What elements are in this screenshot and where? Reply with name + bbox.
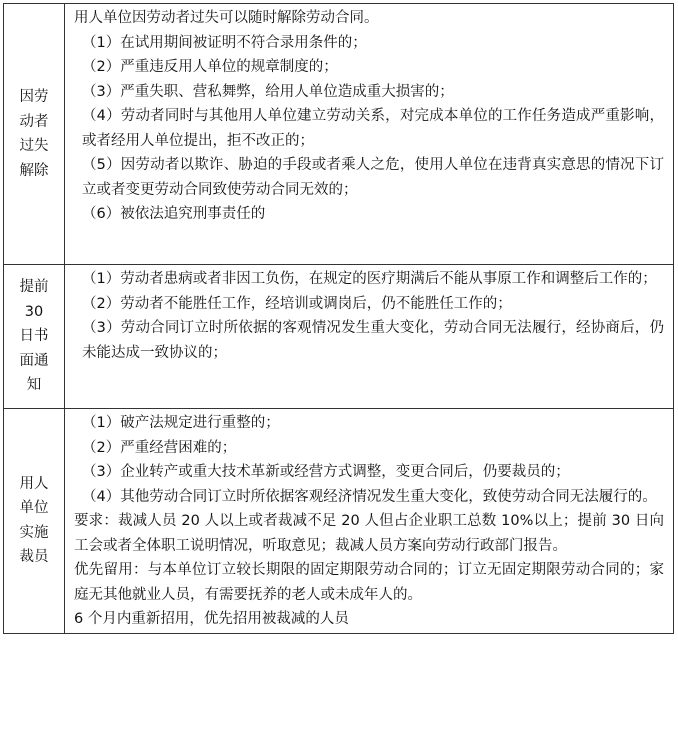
list-item: （4）其他劳动合同订立时所依据客观经济情况发生重大变化，致使劳动合同无法履行的。 — [82, 488, 657, 505]
table-row — [4, 265, 674, 409]
requirement-text: 要求：裁减人员 20 人以上或者裁减不足 20 人但占企业职工总数 10%以上；提前 30 日向工会或者全体职工说明情况，听取意见；裁减人员方案向劳动行政部门报告。 — [74, 513, 664, 554]
list-item: （3）劳动合同订立时所依据的客观情况发生重大变化，劳动合同无法履行，经协商后，仍未能达成一致协议的； — [82, 320, 664, 361]
category-label: 提前 — [19, 279, 49, 296]
table-row — [4, 4, 674, 265]
list-item: （2）严重经营困难的； — [82, 439, 237, 456]
content-cell — [65, 265, 674, 409]
category-cell — [4, 265, 65, 409]
intro-text: 用人单位因劳动者过失可以随时解除劳动合同。 — [74, 10, 379, 26]
list-item: （5）因劳动者以欺诈、胁迫的手段或者乘人之危，使用人单位在违背真实意思的情况下订立或者变更劳动合同致使劳动合同无效的； — [82, 157, 664, 198]
priority-retention-text: 优先留用：与本单位订立较长期限的固定期限劳动合同的；订立无固定期限劳动合同的；家庭无其他就业人员，有需要抚养的老人或未成年人的。 — [74, 562, 664, 603]
content-cell — [65, 4, 674, 265]
category-label: 日书 — [19, 328, 49, 345]
list-item: （1）破产法规定进行重整的； — [82, 415, 280, 431]
list-item: （6）被依法追究刑事责任的 — [82, 206, 266, 222]
category-label: 实施 — [19, 524, 49, 541]
list-item: （3）企业转产或重大技术革新或经营方式调整，变更合同后，仍要裁员的； — [82, 464, 570, 480]
category-label: 解除 — [19, 162, 49, 179]
category-label: 因劳 — [19, 89, 49, 105]
table-row — [4, 409, 674, 634]
list-item: （2）劳动者不能胜任工作，经培训或调岗后，仍不能胜任工作的； — [82, 295, 512, 312]
category-cell — [4, 409, 65, 634]
category-label: 面通 — [19, 352, 49, 369]
category-cell — [4, 4, 65, 265]
list-item: （1）劳动者患病或者非因工负伤，在规定的医疗期满后不能从事原工作和调整后工作的； — [82, 271, 657, 287]
category-label: 单位 — [19, 500, 49, 517]
list-item: （2）严重违反用人单位的规章制度的； — [82, 59, 338, 75]
category-label: 过失 — [19, 138, 49, 154]
dismissal-rules-table — [3, 3, 674, 634]
list-item: （1）在试用期间被证明不符合录用条件的； — [82, 34, 367, 51]
category-label: 动者 — [19, 113, 49, 130]
rehire-text: 6 个月内重新招用，优先招用被裁减的人员 — [74, 611, 349, 627]
content-cell — [65, 409, 674, 634]
list-item: （4）劳动者同时与其他用人单位建立劳动关系，对完成本单位的工作任务造成严重影响，或者经用人单位提出，拒不改正的； — [82, 108, 664, 149]
category-label: 知 — [26, 377, 42, 394]
category-label: 30 — [24, 303, 44, 320]
category-label: 裁员 — [19, 549, 49, 566]
list-item: （3）严重失职、营私舞弊，给用人单位造成重大损害的； — [82, 83, 454, 100]
category-label: 用人 — [19, 475, 49, 492]
